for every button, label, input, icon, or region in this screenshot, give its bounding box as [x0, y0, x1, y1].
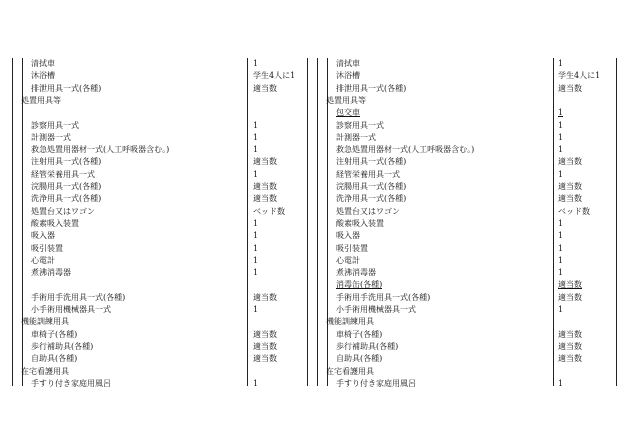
table-row: [13, 255, 307, 267]
table-row: [13, 279, 307, 291]
item-name: 診察用具一式: [31, 120, 79, 130]
item-quantity: 1: [558, 378, 564, 388]
item-name: 消毒缶(各種): [336, 280, 383, 290]
item-name: 酸素吸入装置: [336, 218, 384, 228]
item-name: 清拭車: [31, 59, 55, 68]
item-name: 手術用手洗用具一式(各種): [31, 292, 126, 302]
item-name: 機能訓練用具: [326, 317, 374, 327]
item-name: 歩行補助具(各種): [336, 341, 399, 351]
item-name: 浣腸用具一式(各種): [31, 182, 102, 191]
item-name: 心電計: [336, 255, 360, 265]
item-name: 注射用具一式(各種): [31, 157, 102, 167]
table-row: [318, 193, 616, 205]
item-quantity: 1: [558, 59, 564, 68]
table-row: [318, 243, 616, 255]
item-quantity: 適当数: [253, 354, 277, 364]
item-name: 計測器一式: [336, 132, 376, 142]
table-row: [318, 58, 616, 70]
item-name: 救急処置用器材一式(人工呼吸器含む。): [336, 145, 475, 155]
table-row: [318, 169, 616, 181]
item-name: 車椅子(各種): [336, 329, 383, 339]
item-name: 排泄用具一式(各種): [336, 83, 407, 93]
item-quantity: 1: [558, 218, 564, 228]
item-name: 沐浴槽: [336, 71, 360, 81]
table-row: [13, 267, 307, 279]
item-quantity: 適当数: [558, 354, 582, 364]
table-row: [318, 206, 616, 218]
item-name: 心電計: [31, 255, 55, 265]
table-row: [13, 169, 307, 181]
table-row: [13, 329, 307, 341]
table-row: [13, 292, 307, 304]
table-row: [13, 132, 307, 144]
table-row: [13, 193, 307, 205]
item-quantity: 適当数: [558, 83, 582, 93]
table-row: [13, 120, 307, 132]
table-row: [318, 329, 616, 341]
item-quantity: 学生4人に1: [558, 71, 601, 81]
item-name: 注射用具一式(各種): [336, 157, 407, 167]
table-row: [13, 341, 307, 353]
item-quantity: 学生4人に1: [253, 71, 296, 81]
item-name: 手術用手洗用具一式(各種): [336, 292, 431, 302]
table-row: [318, 132, 616, 144]
item-name: 在宅看護用具: [21, 366, 69, 376]
table-row: [318, 316, 616, 328]
item-quantity: 1: [253, 305, 259, 314]
item-quantity: 1: [558, 243, 564, 253]
item-quantity: 適当数: [558, 182, 582, 191]
table-row: [13, 353, 307, 365]
item-name: 吸入器: [31, 231, 55, 241]
table-row: [13, 144, 307, 156]
table-row: [13, 316, 307, 328]
item-quantity: 適当数: [558, 292, 582, 302]
table-row: [318, 83, 616, 95]
item-quantity: ベッド数: [253, 206, 285, 216]
table-row: [13, 206, 307, 218]
table-row: [318, 341, 616, 353]
table-row: [318, 181, 616, 193]
table-row: [318, 267, 616, 279]
item-quantity: 適当数: [558, 157, 582, 167]
table-row: [318, 156, 616, 168]
item-quantity: 1: [558, 120, 564, 130]
table-row: [13, 378, 307, 390]
table-row: [13, 181, 307, 193]
table-row: [318, 304, 616, 316]
item-name: 処置台又はワゴン: [336, 206, 400, 216]
item-name: 経管栄養用具一式: [31, 169, 95, 179]
item-quantity: 1: [558, 305, 564, 314]
table-row: [318, 120, 616, 132]
item-name: 小手術用機械器具一式: [31, 305, 111, 314]
table-row: [318, 292, 616, 304]
item-name: 排泄用具一式(各種): [31, 83, 102, 93]
item-quantity: 1: [253, 218, 259, 228]
table-row: [318, 218, 616, 230]
item-quantity: 1: [253, 378, 259, 388]
item-name: 自助具(各種): [336, 354, 383, 364]
table-row: [13, 70, 307, 82]
item-name: 浣腸用具一式(各種): [336, 182, 407, 191]
item-name: 処置台又はワゴン: [31, 206, 95, 216]
item-quantity: 適当数: [253, 194, 277, 204]
table-row: [13, 95, 307, 107]
item-quantity: 1: [253, 169, 259, 179]
item-quantity: 適当数: [253, 83, 277, 93]
item-name: 在宅看護用具: [326, 366, 374, 376]
item-quantity: 適当数: [253, 182, 277, 191]
item-quantity: 1: [253, 145, 259, 155]
item-name: 沐浴槽: [31, 71, 55, 81]
item-name: 吸引装置: [31, 243, 63, 253]
item-quantity: 1: [558, 132, 564, 142]
item-quantity: 1: [253, 243, 259, 253]
table-row: [318, 70, 616, 82]
table-row: [318, 378, 616, 390]
item-quantity: 適当数: [558, 341, 582, 351]
item-name: 歩行補助具(各種): [31, 341, 94, 351]
table-row: [13, 58, 307, 70]
item-quantity: 適当数: [558, 329, 582, 339]
item-name: 包交車: [336, 108, 360, 118]
item-name: 救急処置用器材一式(人工呼吸器含む。): [31, 145, 170, 155]
table-row: [318, 353, 616, 365]
item-name: 洗浄用具一式(各種): [31, 194, 102, 204]
table-row: [13, 107, 307, 119]
table-row: [13, 218, 307, 230]
table-row: [318, 230, 616, 242]
table-row: [13, 83, 307, 95]
item-name: 自助具(各種): [31, 354, 78, 364]
item-name: 洗浄用具一式(各種): [336, 194, 407, 204]
item-quantity: 適当数: [253, 292, 277, 302]
item-quantity: 1: [253, 132, 259, 142]
table-row: [318, 144, 616, 156]
item-quantity: 適当数: [558, 194, 582, 204]
table-row: [318, 107, 616, 119]
item-name: 手すり付き家庭用風呂: [336, 378, 416, 388]
table-row: [318, 95, 616, 107]
item-quantity: 1: [558, 145, 564, 155]
item-name: 車椅子(各種): [31, 329, 78, 339]
item-name: 小手術用機械器具一式: [336, 305, 416, 314]
item-name: 診察用具一式: [336, 120, 384, 130]
item-name: 処置用具等: [326, 95, 366, 105]
table-row: [13, 366, 307, 378]
table-row: [13, 304, 307, 316]
item-quantity: 1: [253, 255, 259, 265]
item-name: 煮沸消毒器: [336, 268, 376, 278]
item-name: 計測器一式: [31, 132, 71, 142]
item-name: 機能訓練用具: [21, 317, 69, 327]
item-name: 処置用具等: [21, 95, 61, 105]
item-name: 吸引装置: [336, 243, 368, 253]
table-row: [318, 366, 616, 378]
item-name: 清拭車: [336, 59, 360, 68]
item-quantity: 適当数: [253, 157, 277, 167]
table-row: [13, 156, 307, 168]
table-row: [318, 279, 616, 291]
item-quantity: 1: [558, 255, 564, 265]
item-name: 手すり付き家庭用風呂: [31, 378, 111, 388]
item-quantity: 1: [253, 231, 259, 241]
item-quantity: 適当数: [253, 341, 277, 351]
item-quantity: 1: [558, 231, 564, 241]
equipment-table-revised: [317, 58, 617, 386]
item-quantity: 1: [558, 268, 564, 278]
item-quantity: 1: [558, 108, 564, 118]
table-row: [318, 255, 616, 267]
item-quantity: 適当数: [558, 280, 582, 290]
equipment-table-current: [12, 58, 308, 386]
item-quantity: 1: [253, 120, 259, 130]
item-quantity: ベッド数: [558, 206, 590, 216]
table-row: [13, 243, 307, 255]
item-name: 煮沸消毒器: [31, 268, 71, 278]
table-row: [13, 230, 307, 242]
item-name: 吸入器: [336, 231, 360, 241]
item-name: 酸素吸入装置: [31, 218, 79, 228]
item-quantity: 適当数: [253, 329, 277, 339]
item-quantity: 1: [253, 59, 259, 68]
item-quantity: 1: [558, 169, 564, 179]
item-quantity: 1: [253, 268, 259, 278]
item-name: 経管栄養用具一式: [336, 169, 400, 179]
